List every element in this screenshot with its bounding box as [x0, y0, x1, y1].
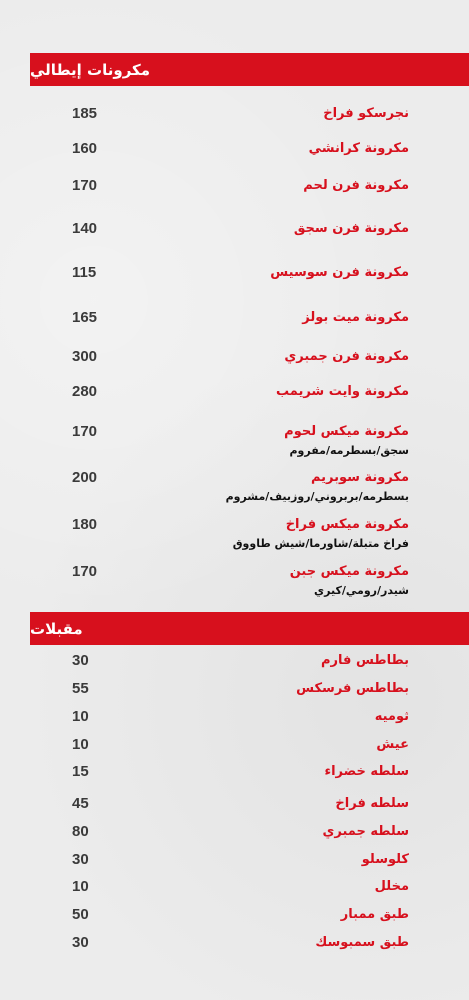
item-name: مكرونة ميت بولز: [302, 310, 409, 325]
item-name: مكرونة فرن جمبري: [284, 349, 409, 364]
item-price: 45: [72, 795, 89, 812]
section-header-italian-pasta: مكرونات إيطالي: [30, 53, 469, 86]
menu-item: [0, 139, 469, 159]
item-name: مكرونة وايت شريمب: [275, 384, 409, 399]
menu-item: [0, 735, 469, 755]
item-price: 55: [72, 680, 89, 697]
item-price: 200: [72, 469, 98, 486]
item-price: 185: [72, 105, 98, 122]
item-name: نجرسكو فراخ: [323, 106, 409, 121]
item-price: 180: [72, 516, 98, 533]
menu-item: [0, 933, 469, 953]
item-name: بطاطس فارم: [321, 653, 409, 668]
item-name: عيش: [376, 737, 409, 752]
menu-item: [0, 562, 469, 597]
menu-item: [0, 422, 469, 457]
menu-item: [0, 263, 469, 283]
menu-item: [0, 877, 469, 897]
menu-item: [0, 794, 469, 814]
item-price: 10: [72, 708, 89, 725]
item-price: 30: [72, 934, 89, 951]
item-price: 10: [72, 878, 89, 895]
item-price: 170: [72, 177, 98, 194]
item-price: 140: [72, 220, 98, 237]
item-name: مكرونة ميكس فراخ: [285, 517, 409, 532]
menu-item: [0, 762, 469, 782]
item-name: طبق ممبار: [340, 907, 409, 922]
item-name: مكرونة سوبريم: [310, 470, 409, 485]
item-price: 280: [72, 383, 98, 400]
item-price: 30: [72, 851, 89, 868]
item-price: 30: [72, 652, 89, 669]
item-price: 10: [72, 736, 89, 753]
item-description: بسطرمه/بربروني/روزبيف/مشروم: [225, 490, 409, 503]
item-name: سلطه جمبري: [322, 824, 409, 839]
section-header-appetizers: مقبلات: [30, 612, 469, 645]
item-price: 165: [72, 309, 98, 326]
item-name: كلوسلو: [361, 852, 409, 867]
menu-item: [0, 515, 469, 550]
item-description: فراخ متبلة/شاورما/شيش طاووق: [232, 537, 409, 550]
item-name: مكرونة فرن سجق: [293, 221, 409, 236]
menu-item: [0, 850, 469, 870]
menu-item: [0, 822, 469, 842]
item-name: مكرونة كرانشي: [308, 141, 409, 156]
item-price: 15: [72, 763, 89, 780]
menu-item: [0, 651, 469, 671]
item-name: ثوميه: [374, 709, 409, 724]
item-price: 115: [72, 264, 97, 281]
menu-item: [0, 707, 469, 727]
item-name: مخلل: [374, 879, 409, 894]
menu-item: [0, 905, 469, 925]
item-price: 50: [72, 906, 89, 923]
item-name: مكرونة ميكس لحوم: [284, 424, 409, 439]
item-description: سجق/بسطرمه/مفروم: [289, 444, 409, 457]
item-price: 80: [72, 823, 89, 840]
menu-item: [0, 347, 469, 367]
menu-item: [0, 308, 469, 328]
item-price: 300: [72, 348, 98, 365]
menu-item: [0, 679, 469, 699]
menu-item: [0, 104, 469, 124]
item-name: مكرونة فرن لحم: [303, 178, 409, 193]
menu-item: [0, 176, 469, 196]
menu-item: [0, 382, 469, 402]
item-name: سلطه فراخ: [335, 796, 409, 811]
item-price: 160: [72, 140, 98, 157]
item-description: شيدر/رومي/كيري: [314, 584, 409, 597]
menu-item: [0, 468, 469, 503]
item-name: طبق سمبوسك: [315, 935, 409, 950]
item-name: مكرونة فرن سوسيس: [270, 265, 409, 280]
item-price: 170: [72, 423, 98, 440]
item-name: مكرونة ميكس جبن: [289, 564, 409, 579]
item-name: سلطه خضراء: [324, 764, 409, 779]
menu-item: [0, 219, 469, 239]
item-name: بطاطس فرسكس: [296, 681, 409, 696]
item-price: 170: [72, 563, 98, 580]
